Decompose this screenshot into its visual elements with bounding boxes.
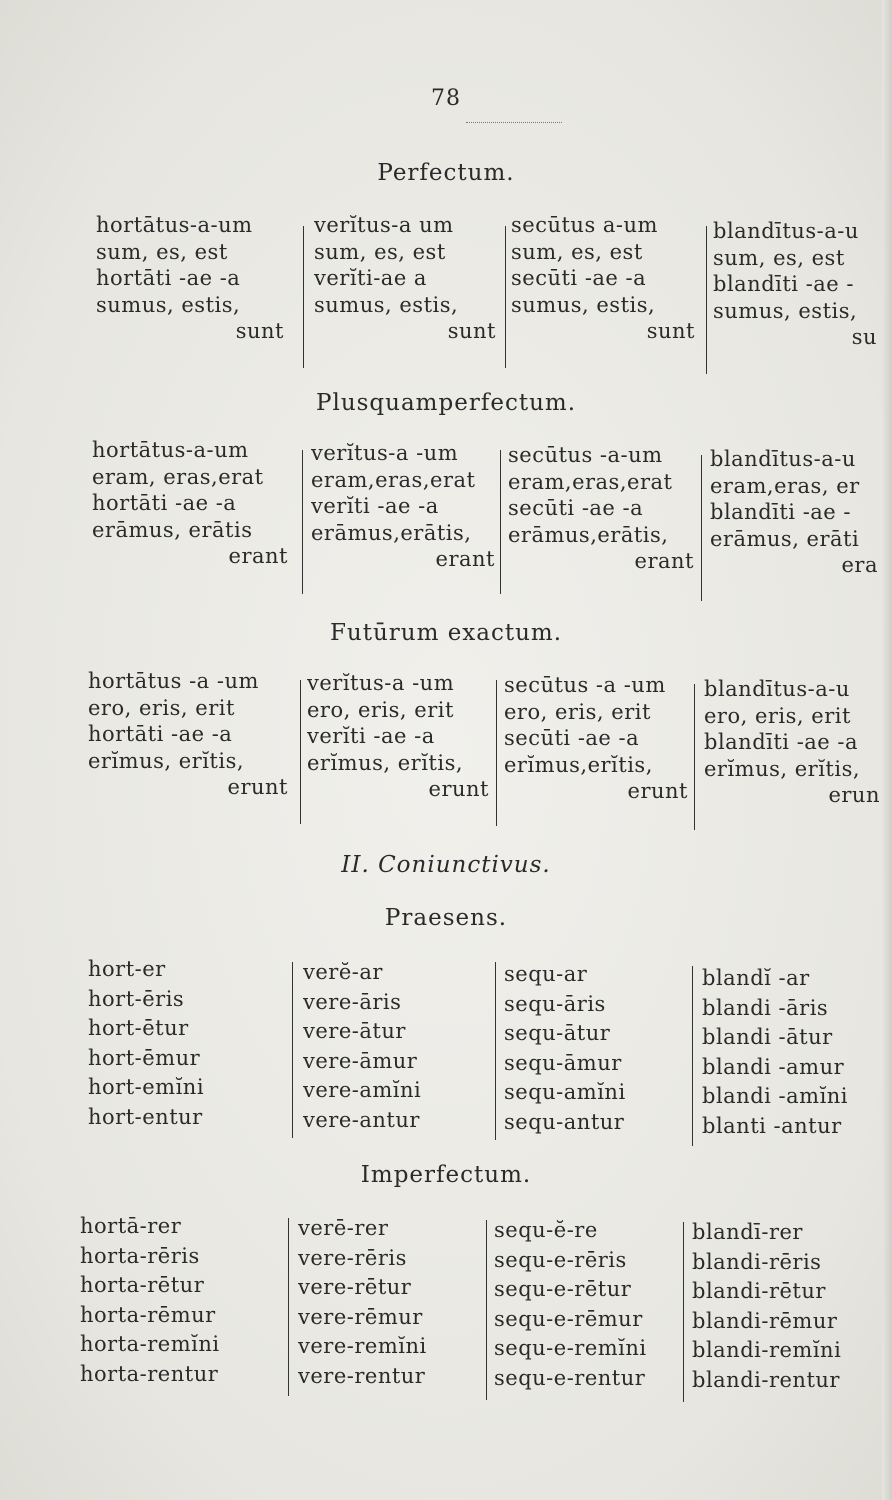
form-line: verĭtus-a -um	[307, 671, 455, 695]
form-line: eram,eras, er	[710, 473, 860, 498]
form-line: sequ-e-rentur	[494, 1365, 646, 1390]
form-line: sum, es, est	[713, 245, 845, 270]
form-line: eram,eras,erat	[311, 467, 476, 492]
form-line: blandītus-a-u	[710, 447, 856, 471]
paradigm-column	[508, 442, 694, 575]
form-line: erunt	[428, 777, 489, 801]
form-line: vere-āmur	[303, 1048, 418, 1073]
form-line: erĭmus, erĭtis,	[88, 748, 245, 773]
form-line: sequ-antur	[504, 1109, 625, 1134]
section-title-praesens: Praesens.	[384, 905, 508, 931]
form-line: secūti -ae -a	[511, 266, 647, 290]
form-line: blandi-rētur	[692, 1279, 826, 1303]
column-divider	[694, 684, 695, 830]
form-line: verĭtus-a um	[314, 213, 454, 237]
form-line: sequ-e-rētur	[494, 1277, 632, 1301]
form-line: sequ-ātur	[504, 1021, 611, 1045]
form-line: erāmus, erātis	[92, 517, 253, 542]
form-line: sum, es, est	[96, 239, 228, 264]
form-line: blanti -antur	[702, 1113, 842, 1138]
form-line: erun	[828, 783, 880, 807]
form-line: verĕ-ar	[303, 960, 383, 984]
form-line: vere-rentur	[298, 1363, 426, 1388]
paradigm-column	[80, 1212, 278, 1389]
form-line: hort-ētur	[88, 1016, 189, 1040]
form-line: blandītus-a-u	[704, 677, 850, 701]
form-line: erāmus,erātis,	[508, 522, 669, 547]
form-line: blandi-rēris	[692, 1249, 822, 1274]
paradigm-column	[504, 672, 688, 805]
form-line: horta-rēris	[80, 1243, 200, 1268]
form-line: eram, eras,erat	[92, 464, 264, 489]
form-line: hortātus-a-um	[96, 213, 253, 237]
form-line: hortā-rer	[80, 1214, 182, 1238]
form-line: hortātus-a-um	[92, 438, 249, 462]
form-line: sumus, estis,	[511, 292, 656, 317]
form-line: hort-emĭni	[88, 1075, 205, 1099]
form-line: vere-ātur	[303, 1019, 406, 1043]
form-line: blandĭ -ar	[702, 966, 810, 990]
form-line: erāmus, erāti	[710, 526, 860, 551]
form-line: verĭtus-a -um	[311, 441, 459, 465]
form-line: vere-antur	[303, 1107, 420, 1132]
form-line: vere-āris	[303, 989, 402, 1014]
form-line: sequ-āmur	[504, 1050, 622, 1075]
column-divider	[288, 1218, 289, 1396]
form-line: sequ-e-rēris	[494, 1247, 627, 1272]
form-line: blandī-rer	[692, 1220, 803, 1244]
paradigm-column	[504, 960, 680, 1137]
form-line: ero, eris, erit	[704, 703, 851, 728]
form-line: vere-rētur	[298, 1275, 412, 1299]
form-line: horta-rēmur	[80, 1302, 216, 1327]
section-title-perfectum: Perfectum.	[377, 160, 515, 186]
form-line: ero, eris, erit	[88, 695, 235, 720]
form-line: erāmus,erātis,	[311, 520, 472, 545]
form-line: secūti -ae -a	[508, 496, 644, 520]
form-line: verē-rer	[298, 1216, 389, 1240]
paradigm-column	[713, 218, 877, 351]
paradigm-column	[311, 440, 495, 573]
form-line: sequ-e-rēmur	[494, 1306, 643, 1331]
form-line: horta-rētur	[80, 1273, 205, 1297]
form-line: blandīti -ae -	[713, 272, 855, 296]
form-line: secūtus a-um	[511, 213, 658, 237]
section-title-imperfectum: Imperfectum.	[360, 1162, 532, 1188]
paradigm-column	[88, 955, 278, 1132]
form-line: vere-rēris	[298, 1245, 407, 1270]
form-line: blandītus-a-u	[713, 219, 859, 243]
form-line: secūtus -a-um	[508, 443, 663, 467]
form-line: horta-remĭni	[80, 1332, 220, 1356]
form-line: su	[851, 325, 877, 349]
form-line: hort-ēmur	[88, 1045, 201, 1070]
column-divider	[496, 680, 497, 826]
paradigm-column	[88, 668, 288, 801]
form-line: blandi-remĭni	[692, 1338, 842, 1362]
form-line: erant	[228, 544, 288, 568]
form-line: verĭti -ae -a	[311, 494, 439, 518]
form-line: hortāti -ae -a	[92, 491, 237, 515]
paradigm-column	[494, 1216, 680, 1393]
form-line: blandīti -ae -a	[704, 730, 859, 754]
section-title-plusquamperfectum: Plusquamperfectum.	[315, 390, 577, 416]
paradigm-column	[307, 670, 489, 803]
page-edge	[882, 0, 892, 1500]
form-line: blandi -amur	[702, 1054, 845, 1079]
page-number-rule	[466, 122, 562, 123]
form-line: sequ-amĭni	[504, 1080, 626, 1104]
chapter-heading: II. Coniunctivus.	[341, 852, 551, 878]
form-line: ero, eris, erit	[504, 699, 651, 724]
form-line: sum, es, est	[511, 239, 643, 264]
form-line: sequ-e-remĭni	[494, 1336, 647, 1360]
column-divider	[302, 450, 303, 594]
column-divider	[706, 226, 707, 374]
form-line: horta-rentur	[80, 1361, 219, 1386]
form-line: erĭmus, erĭtis,	[307, 750, 464, 775]
form-line: sumus, estis,	[314, 292, 459, 317]
form-line: sequ-āris	[504, 991, 606, 1016]
paradigm-column	[702, 964, 878, 1141]
section-title-futurum-exactum: Futūrum exactum.	[329, 620, 563, 646]
form-line: erant	[435, 547, 495, 571]
form-line: sunt	[646, 319, 695, 343]
form-line: hort-er	[88, 957, 166, 981]
paradigm-column	[511, 212, 695, 345]
page-number: 78	[431, 86, 461, 111]
paradigm-column	[92, 437, 288, 570]
form-line: erunt	[227, 775, 288, 799]
form-line: verĭti -ae -a	[307, 724, 435, 748]
paradigm-column	[96, 212, 284, 345]
form-line: blandi-rēmur	[692, 1308, 838, 1333]
form-line: hortātus -a -um	[88, 669, 259, 693]
form-line: hortāti -ae -a	[96, 266, 241, 290]
paradigm-column	[303, 958, 487, 1135]
column-divider	[300, 680, 301, 824]
column-divider	[292, 962, 293, 1138]
form-line: sequ-ĕ-re	[494, 1218, 598, 1242]
column-divider	[692, 966, 693, 1146]
form-line: secūti -ae -a	[504, 726, 640, 750]
column-divider	[486, 1220, 487, 1400]
form-line: vere-rēmur	[298, 1304, 423, 1329]
form-line: sumus, estis,	[96, 292, 241, 317]
column-divider	[701, 455, 702, 601]
form-line: verĭti-ae a	[314, 266, 427, 290]
form-line: blandi-rentur	[692, 1367, 840, 1392]
form-line: blandīti -ae -	[710, 500, 852, 524]
paradigm-column	[692, 1218, 878, 1395]
form-line: erunt	[627, 779, 688, 803]
form-line: hort-ēris	[88, 986, 185, 1011]
form-line: sunt	[235, 319, 284, 343]
column-divider	[500, 450, 501, 594]
form-line: sum, es, est	[314, 239, 446, 264]
form-line: secūtus -a -um	[504, 673, 666, 697]
paradigm-column	[710, 446, 878, 579]
paradigm-column	[298, 1214, 484, 1391]
form-line: vere-amĭni	[303, 1078, 422, 1102]
form-line: ero, eris, erit	[307, 697, 454, 722]
form-line: era	[841, 553, 878, 577]
form-line: blandi -ātur	[702, 1025, 833, 1049]
paradigm-column	[704, 676, 880, 809]
form-line: eram,eras,erat	[508, 469, 673, 494]
paradigm-column	[314, 212, 496, 345]
form-line: erĭmus,erĭtis,	[504, 752, 653, 777]
form-line: hortāti -ae -a	[88, 722, 233, 746]
column-divider	[505, 226, 506, 368]
form-line: vere-remĭni	[298, 1334, 427, 1358]
column-divider	[495, 962, 496, 1140]
form-line: hort-entur	[88, 1104, 203, 1129]
column-divider	[683, 1222, 684, 1402]
form-line: erant	[634, 549, 694, 573]
column-divider	[303, 226, 304, 368]
form-line: sunt	[447, 319, 496, 343]
form-line: sumus, estis,	[713, 298, 858, 323]
form-line: erĭmus, erĭtis,	[704, 756, 861, 781]
form-line: blandi -āris	[702, 995, 829, 1020]
form-line: blandi -amĭni	[702, 1084, 849, 1108]
form-line: sequ-ar	[504, 962, 588, 986]
